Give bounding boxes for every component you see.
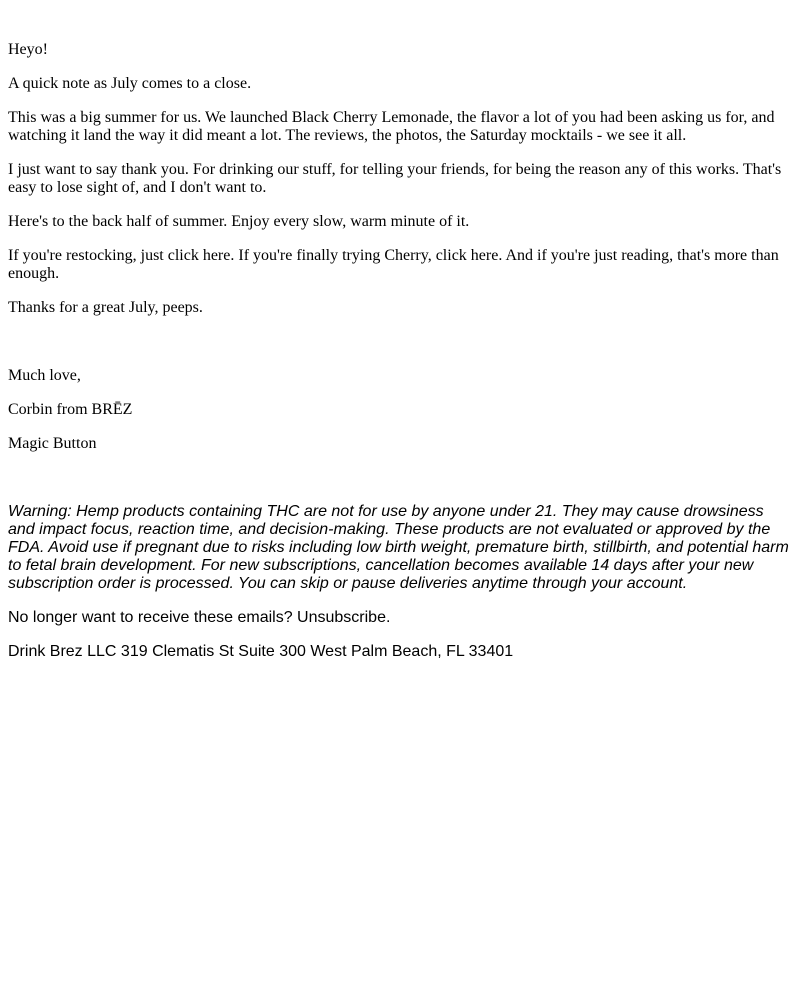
cta-paragraph [8, 247, 792, 283]
unsubscribe-link[interactable]: Unsubscribe [297, 609, 386, 626]
unsubscribe-suffix: . [385, 609, 391, 626]
summer-paragraph: This was a big summer for us. We launched Black Cherry Lemonade, the flavor a lot of you had been asking us for, and watching it land the way it did meant a lot. The reviews, the photos, the Saturday mocktails - we see it all. [8, 109, 775, 144]
cta-restock-prefix: If you're restocking, just [8, 247, 168, 264]
restock-link[interactable]: click here [167, 247, 231, 264]
signoff: Much love, [8, 367, 81, 384]
greeting: Heyo! [8, 41, 48, 58]
email-footer [8, 503, 792, 661]
unsubscribe-line [8, 609, 792, 627]
thc-warning: Warning: Hemp products containing THC are not for use by anyone under 21. They may cause drowsiness and impact focus, reaction time, and decision-making. These products are not evaluated or approved by the FDA. Avoid use if pregnant due to risks including low birth weight, premature birth, stillbirth, and potential harm to fetal brain development. For new subscriptions, cancellation becomes available 14 days after your new subscription order is processed. You can skip or pause deliveries anytime through your account. [8, 503, 789, 592]
unsubscribe-prefix: No longer want to receive these emails? [8, 609, 298, 626]
intro-text: A quick note as July comes to a close. [8, 75, 252, 92]
cta-suffix: . And if you're just reading, that's more than enough. [8, 247, 779, 282]
blank-line-footer [8, 469, 792, 487]
signature: Corbin from BRĒZ [8, 401, 133, 418]
thanks-paragraph: I just want to say thank you. For drinking our stuff, for telling your friends, for being the reason any of this works. That's easy to lose sight of, and I don't want to. [8, 161, 782, 196]
cheers-paragraph: Here's to the back half of summer. Enjoy every slow, warm minute of it. [8, 213, 470, 230]
try-cherry-link[interactable]: click here [435, 247, 499, 264]
closing-thanks: Thanks for a great July, peeps. [8, 299, 203, 316]
blank-line [8, 333, 792, 351]
email-body [8, 0, 792, 677]
magic-button[interactable]: Magic Button [8, 435, 97, 452]
cta-cherry-prefix: . If you're finally trying Cherry, [230, 247, 436, 264]
top-spacer [8, 0, 792, 41]
company-address: Drink Brez LLC 319 Clematis St Suite 300 West Palm Beach, FL 33401 [8, 643, 514, 660]
